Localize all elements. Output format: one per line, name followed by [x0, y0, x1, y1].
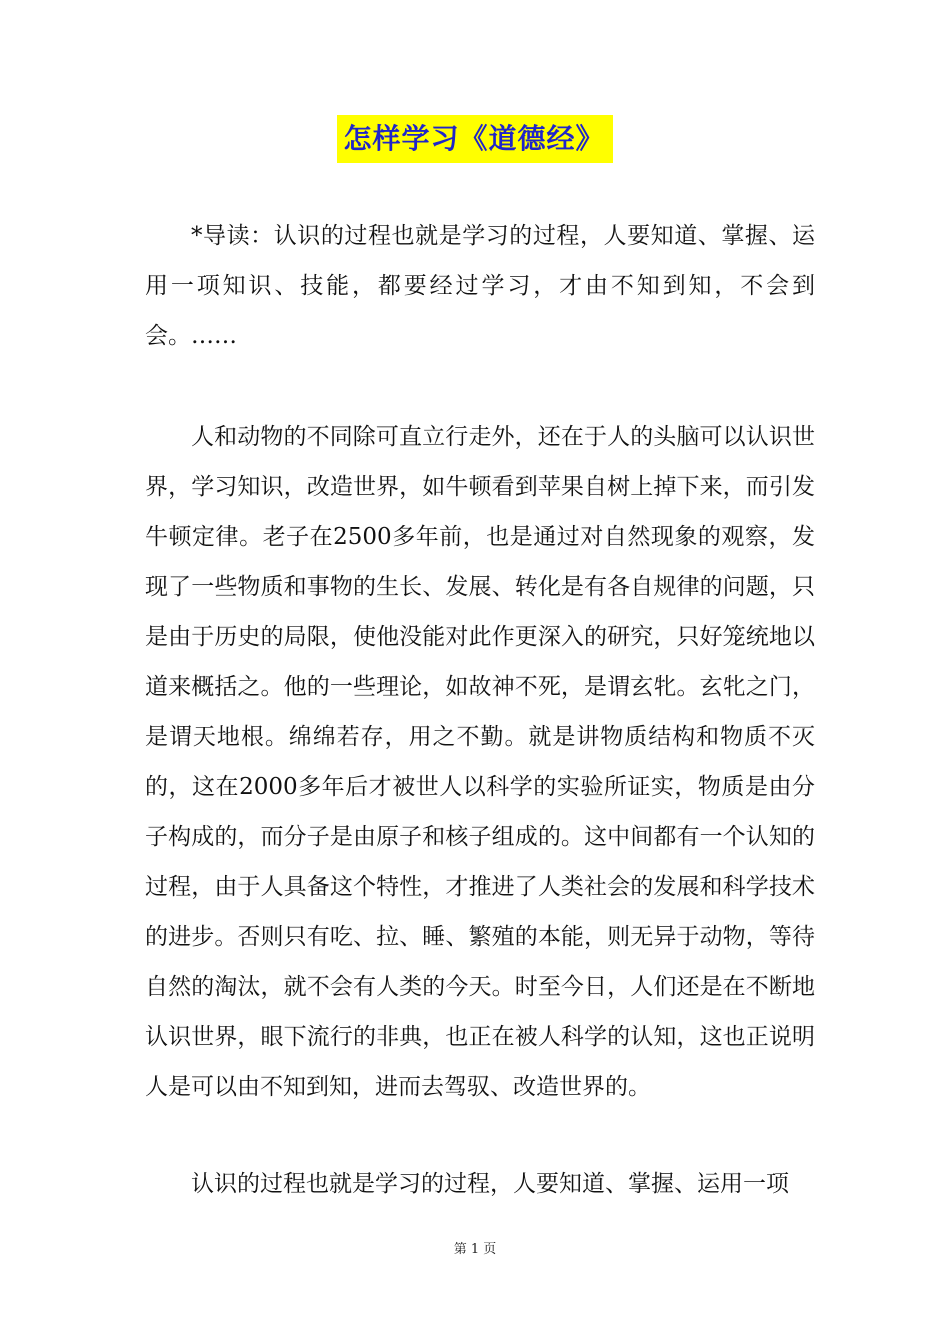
title-container [0, 115, 950, 163]
document-title: 怎样学习《道德经》 [337, 115, 612, 163]
intro-paragraph: *导读：认识的过程也就是学习的过程，人要知道、掌握、运用一项知识、技能，都要经过学习，才由不知到知，不会到会。…… [145, 223, 815, 349]
page-number-footer: 第 1 页 [453, 1242, 497, 1257]
body-paragraph-2: 认识的过程也就是学习的过程，人要知道、掌握、运用一项 [191, 1171, 789, 1197]
body-paragraph-1: 人和动物的不同除可直立行走外，还在于人的头脑可以认识世界，学习知识，改造世界，如牛顿看到苹果自树上掉下来，而引发牛顿定律。老子在2500多年前，也是通过对自然现象的观察，发现了一些物质和事物的生长、发展、转化是有各自规律的问题，只是由于历史的局限，使他没能对此作更深入的研究，只好笼统地以道来概括之。他的一些理论，如故神不死，是谓玄牝。玄牝之门，是谓天地根。绵绵若存，用之不勤。就是讲物质结构和物质不灭的，这在2000多年后才被世人以科学的实验所证实，物质是由分子构成的，而分子是由原子和核子组成的。这中间都有一个认知的过程，由于人具备这个特性，才推进了人类社会的发展和科学技术的进步。否则只有吃、拉、睡、繁殖的本能，则无异于动物，等待自然的淘汰，就不会有人类的今天。时至今日，人们还是在不断地认识世界，眼下流行的非典，也正在被人科学的认知，这也正说明人是可以由不知到知，进而去驾驭、改造世界的。 [145, 424, 815, 1100]
